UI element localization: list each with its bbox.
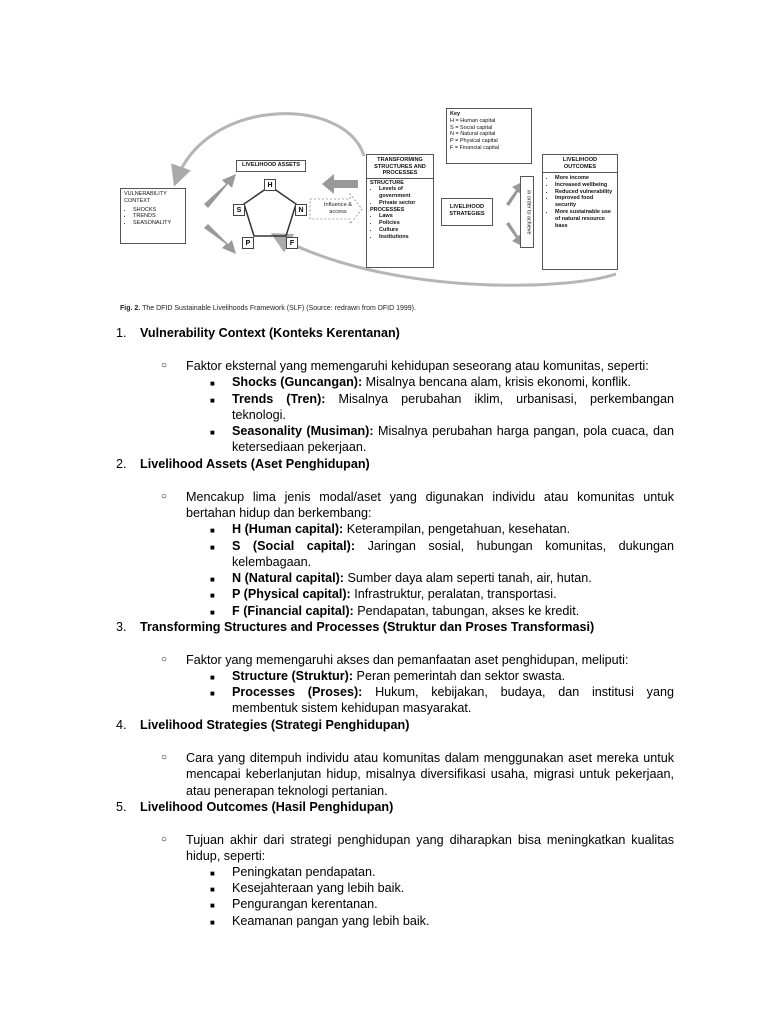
section-point: Faktor yang memengaruhi akses dan pemanfaatan aset penghidupan, meliputi: — [186, 653, 629, 667]
livelihood-outcomes-box — [542, 154, 618, 270]
square-bullet-icon: ■ — [210, 901, 215, 910]
processes-item: • Laws — [379, 213, 430, 220]
in-order-to-achieve-box: in order to achieve — [520, 176, 534, 248]
square-bullet-icon: ■ — [210, 689, 215, 698]
list-item: Structure (Struktur): Peran pemerintah dan sektor swasta. — [232, 669, 566, 683]
list-item: F (Financial capital): Pendapatan, tabungan, akses ke kredit. — [232, 604, 580, 618]
processes-item: • Policies — [379, 220, 430, 227]
list-item: Kesejahteraan yang lebih baik. — [232, 881, 405, 895]
list-item: S (Social capital): Jaringan sosial, hubungan komunitas, dukungan kelembagaan. — [232, 539, 674, 570]
square-bullet-icon: ■ — [210, 526, 215, 535]
asset-node-p: P — [242, 237, 254, 249]
processes-item: • Institutions — [379, 234, 430, 241]
section-heading: Vulnerability Context (Konteks Kerentanan) — [140, 326, 400, 340]
circle-bullet-icon: ○ — [161, 491, 168, 502]
square-bullet-icon: ■ — [210, 575, 215, 584]
list-item: Peningkatan pendapatan. — [232, 865, 376, 879]
arrow-transforming-to-assets — [322, 174, 358, 194]
livelihood-assets-title: LIVELIHOOD ASSETS — [236, 160, 306, 172]
vulnerability-item: • SEASONALITY — [133, 220, 182, 227]
circle-bullet-icon: ○ — [161, 752, 168, 763]
key-box — [446, 108, 532, 164]
arrow-vuln-to-assets-down — [204, 224, 236, 254]
section-number: 5. — [116, 800, 127, 814]
assets-pentagon — [244, 186, 296, 236]
circle-bullet-icon: ○ — [161, 834, 168, 845]
section-number: 4. — [116, 718, 127, 732]
key-item: N = Natural capital — [450, 131, 496, 138]
circle-bullet-icon: ○ — [161, 654, 168, 665]
square-bullet-icon: ■ — [210, 428, 215, 437]
section-point: Faktor eksternal yang memengaruhi kehidupan seseorang atau komunitas, seperti: — [186, 359, 649, 373]
livelihood-strategies-box: LIVELIHOOD STRATEGIES — [441, 198, 493, 226]
transforming-structures-box — [366, 154, 434, 268]
structure-item: • Private sector — [379, 200, 430, 207]
key-item: F = Financial capital — [450, 144, 500, 151]
outcome-item: • More sustainable use of natural resource base — [555, 209, 614, 229]
arrow-vuln-to-assets-up — [204, 174, 236, 208]
square-bullet-icon: ■ — [210, 379, 215, 388]
processes-item: • Culture — [379, 227, 430, 234]
outcomes-title: LIVELIHOOD OUTCOMES — [543, 157, 617, 173]
square-bullet-icon: ■ — [210, 673, 215, 682]
figure-caption-text: The DFID Sustainable Livelihoods Framework (SLF) (Source: redrawn from DFID 1999). — [142, 305, 416, 312]
processes-label: PROCESSES — [370, 206, 405, 213]
square-bullet-icon: ■ — [210, 591, 215, 600]
vulnerability-item: • SHOCKS — [133, 207, 182, 214]
list-item: Keamanan pangan yang lebih baik. — [232, 914, 430, 928]
square-bullet-icon: ■ — [210, 918, 215, 927]
section-heading: Livelihood Strategies (Strategi Penghidupan) — [140, 718, 410, 732]
section-point: Tujuan akhir dari strategi penghidupan yang diharapkan bisa meningkatkan kualitas hidup, seperti: — [186, 833, 674, 864]
asset-node-s: S — [233, 204, 245, 216]
influence-access-label: Influence & access — [324, 202, 352, 215]
figure-caption-label: Fig. 2. — [120, 305, 141, 312]
vulnerability-list — [124, 207, 182, 227]
asset-node-n: N — [295, 204, 307, 216]
section-heading: Livelihood Assets (Aset Penghidupan) — [140, 457, 370, 471]
list-item: Processes (Proses): Hukum, kebijakan, budaya, dan institusi yang membentuk sistem kehidupan masyarakat. — [232, 685, 674, 716]
square-bullet-icon: ■ — [210, 885, 215, 894]
figure-caption — [120, 305, 680, 312]
outcome-item: • Improved food security — [555, 195, 614, 209]
section-heading: Transforming Structures and Processes (Struktur dan Proses Transformasi) — [140, 620, 595, 634]
outcome-item: • More income — [555, 175, 614, 182]
section-point: Mencakup lima jenis modal/aset yang digunakan individu atau komunitas untuk bertahan hidup dan berkembang: — [186, 490, 674, 521]
section-number: 2. — [116, 457, 127, 471]
outcome-item: • Increased wellbeing — [555, 182, 614, 189]
key-item: H = Human capital — [450, 117, 496, 124]
square-bullet-icon: ■ — [210, 543, 215, 552]
list-item: Seasonality (Musiman): Misalnya perubahan harga pangan, pola cuaca, dan ketersediaan pekerjaan. — [232, 424, 674, 455]
list-item: Pengurangan kerentanan. — [232, 897, 378, 911]
transforming-title: TRANSFORMING STRUCTURES AND PROCESSES — [367, 157, 433, 179]
list-item: H (Human capital): Keterampilan, pengetahuan, kesehatan. — [232, 522, 571, 536]
square-bullet-icon: ■ — [210, 869, 215, 878]
key-title: Key — [450, 111, 461, 117]
list-item: N (Natural capital): Sumber daya alam seperti tanah, air, hutan. — [232, 571, 592, 585]
vulnerability-context-box — [120, 188, 186, 244]
section-number: 1. — [116, 326, 127, 340]
structure-label: STRUCTURE — [370, 179, 404, 186]
structure-item: • Levels of government — [379, 186, 430, 200]
key-item: P = Physical capital — [450, 138, 498, 145]
list-item: Shocks (Guncangan): Misalnya bencana alam, krisis ekonomi, konflik. — [232, 375, 631, 389]
vulnerability-title: VULNERABILITY CONTEXT — [124, 191, 167, 204]
outcome-item: • Reduced vulnerability — [555, 189, 614, 196]
list-item: P (Physical capital): Infrastruktur, peralatan, transportasi. — [232, 587, 557, 601]
asset-node-h: H — [264, 179, 276, 191]
section-heading: Livelihood Outcomes (Hasil Penghidupan) — [140, 800, 394, 814]
square-bullet-icon: ■ — [210, 608, 215, 617]
section-number: 3. — [116, 620, 127, 634]
list-item: Trends (Tren): Misalnya perubahan iklim, urbanisasi, perkembangan teknologi. — [232, 392, 675, 423]
sl-framework-figure — [96, 86, 674, 306]
key-item: S = Social capital — [450, 124, 493, 131]
square-bullet-icon: ■ — [210, 396, 215, 405]
vulnerability-item: • TRENDS — [133, 213, 182, 220]
circle-bullet-icon: ○ — [161, 360, 168, 371]
section-point: Cara yang ditempuh individu atau komunitas dalam menggunakan aset mereka untuk mencapai keberlanjutan hidup, misalnya diversifikasi usaha, migrasi untuk pekerjaan, atau penerapan teknologi pertanian. — [186, 751, 674, 798]
asset-node-f: F — [286, 237, 298, 249]
